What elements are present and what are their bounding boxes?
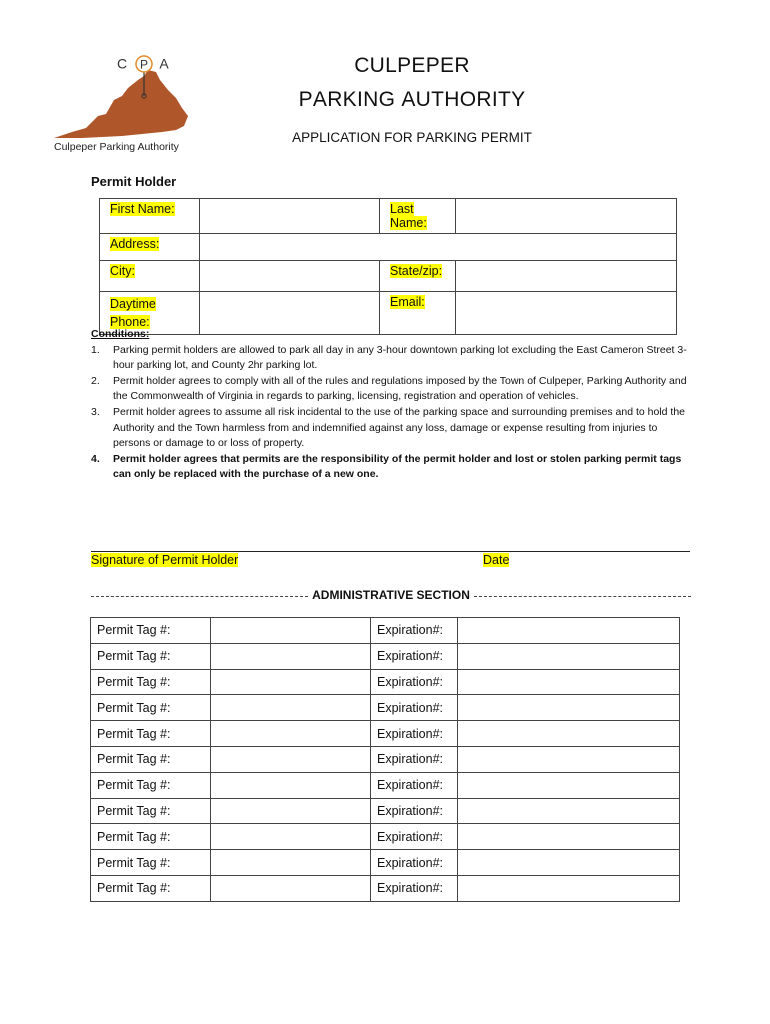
permit-tag-label: Permit Tag #:	[91, 643, 211, 669]
permit-tag-label: Permit Tag #:	[91, 824, 211, 850]
expiration-label: Expiration#:	[371, 798, 458, 824]
conditions-section	[91, 327, 689, 483]
expiration-field[interactable]	[458, 643, 680, 669]
permit-tag-label: Permit Tag #:	[91, 669, 211, 695]
virginia-map-shape	[54, 70, 188, 138]
permit-tag-field[interactable]	[211, 772, 371, 798]
city-field[interactable]	[200, 261, 380, 292]
permit-tag-label: Permit Tag #:	[91, 850, 211, 876]
logo-caption: Culpeper Parking Authority	[54, 141, 179, 153]
first-name-field[interactable]	[200, 199, 380, 234]
expiration-label: Expiration#:	[371, 746, 458, 772]
admin-table-row	[91, 875, 680, 901]
expiration-field[interactable]	[458, 669, 680, 695]
expiration-label: Expiration#:	[371, 721, 458, 747]
title-line-2: PARKING AUTHORITY	[298, 88, 526, 111]
permit-tag-field[interactable]	[211, 875, 371, 901]
admin-table-row	[91, 850, 680, 876]
date-label: Date	[483, 553, 510, 567]
expiration-label: Expiration#:	[371, 695, 458, 721]
admin-table-row	[91, 695, 680, 721]
expiration-label: Expiration#:	[371, 643, 458, 669]
city-label: City:	[110, 264, 135, 278]
address-label: Address:	[110, 237, 160, 251]
permit-tag-label: Permit Tag #:	[91, 695, 211, 721]
condition-item: 3. Permit holder agrees to assume all risk incidental to the use of the parking space and surrounding premises and to hold the Authority and the Town harmless from and indemnified against any loss, damage or expense resulting from injuries to persons or damage to or loss of property.	[91, 405, 685, 450]
dashed-rule-right	[474, 596, 691, 597]
permit-tag-label: Permit Tag #:	[91, 798, 211, 824]
expiration-field[interactable]	[458, 798, 680, 824]
admin-table	[90, 617, 680, 902]
expiration-field[interactable]	[458, 721, 680, 747]
condition-item: 2. Permit holder agrees to comply with all of the rules and regulations imposed by the Town of Culpeper, Parking Authority and the Commonwealth of Virginia in regards to parking, licensing, registration and operation of vehicles.	[91, 374, 687, 403]
permit-tag-field[interactable]	[211, 618, 371, 644]
condition-item: 1. Parking permit holders are allowed to park all day in any 3-hour downtown parking lot excluding the East Cameron Street 3-hour parking lot, and County 2hr parking lot.	[91, 343, 687, 372]
condition-item: 4. Permit holder agrees that permits are the responsibility of the permit holder and lost or stolen parking permit tags can only be replaced with the purchase of a new one.	[91, 452, 682, 481]
expiration-label: Expiration#:	[371, 669, 458, 695]
permit-tag-field[interactable]	[211, 850, 371, 876]
admin-table-row	[91, 772, 680, 798]
permit-tag-field[interactable]	[211, 669, 371, 695]
admin-section-heading: ADMINISTRATIVE SECTION	[312, 588, 470, 602]
title-line-1: CULPEPER	[354, 54, 470, 77]
admin-table-row	[91, 798, 680, 824]
permit-tag-field[interactable]	[211, 798, 371, 824]
signature-label: Signature of Permit Holder	[91, 553, 239, 567]
daytime-phone-label-2: Phone:	[110, 315, 150, 329]
permit-tag-field[interactable]	[211, 695, 371, 721]
daytime-phone-label-1: Daytime	[110, 297, 156, 311]
address-field[interactable]	[200, 234, 677, 261]
permit-tag-label: Permit Tag #:	[91, 772, 211, 798]
email-label: Email:	[390, 295, 425, 309]
expiration-field[interactable]	[458, 850, 680, 876]
last-name-label: Last Name:	[390, 202, 427, 230]
conditions-list	[91, 343, 689, 483]
permit-tag-label: Permit Tag #:	[91, 746, 211, 772]
form-subtitle: APPLICATION FOR PARKING PERMIT	[292, 130, 532, 145]
expiration-label: Expiration#:	[371, 824, 458, 850]
expiration-label: Expiration#:	[371, 850, 458, 876]
expiration-label: Expiration#:	[371, 875, 458, 901]
document-title	[282, 54, 542, 145]
svg-text:C: C	[116, 55, 128, 72]
state-zip-field[interactable]	[456, 261, 677, 292]
state-zip-label: State/zip:	[390, 264, 443, 278]
permit-tag-field[interactable]	[211, 824, 371, 850]
signature-line[interactable]	[91, 551, 690, 552]
expiration-field[interactable]	[458, 618, 680, 644]
permit-tag-label: Permit Tag #:	[91, 721, 211, 747]
permit-tag-field[interactable]	[211, 643, 371, 669]
expiration-field[interactable]	[458, 746, 680, 772]
admin-table-row	[91, 618, 680, 644]
permit-tag-field[interactable]	[211, 721, 371, 747]
admin-table-row	[91, 669, 680, 695]
conditions-title: Conditions:	[91, 328, 150, 340]
admin-table-row	[91, 746, 680, 772]
expiration-field[interactable]	[458, 824, 680, 850]
admin-table-row	[91, 824, 680, 850]
permit-holder-table	[99, 198, 677, 335]
expiration-label: Expiration#:	[371, 618, 458, 644]
admin-section-divider	[91, 588, 691, 602]
permit-tag-label: Permit Tag #:	[91, 618, 211, 644]
expiration-field[interactable]	[458, 875, 680, 901]
expiration-label: Expiration#:	[371, 772, 458, 798]
permit-tag-field[interactable]	[211, 746, 371, 772]
expiration-field[interactable]	[458, 772, 680, 798]
last-name-field[interactable]	[456, 199, 677, 234]
admin-table-row	[91, 721, 680, 747]
first-name-label: First Name:	[110, 202, 175, 216]
expiration-field[interactable]	[458, 695, 680, 721]
svg-text:A: A	[159, 55, 169, 72]
admin-table-row	[91, 643, 680, 669]
svg-text:P: P	[139, 57, 149, 72]
permit-holder-heading: Permit Holder	[91, 174, 177, 189]
dashed-rule-left	[91, 596, 308, 597]
permit-tag-label: Permit Tag #:	[91, 875, 211, 901]
